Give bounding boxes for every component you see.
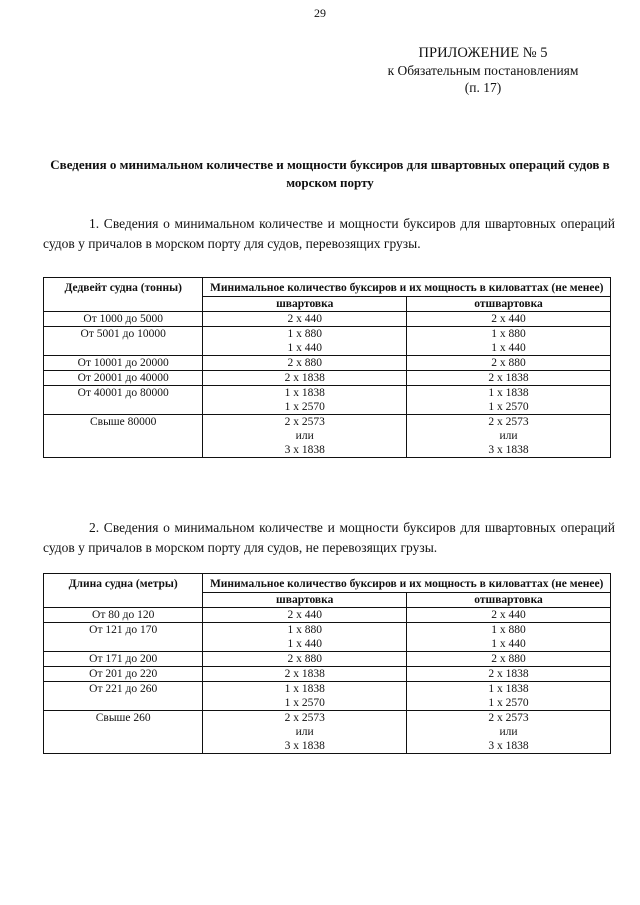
unmooring-cell bbox=[407, 711, 611, 754]
unmooring-value: 1 х 440 bbox=[491, 342, 526, 354]
unmooring-cell bbox=[407, 371, 611, 386]
mooring-value: 1 х 440 bbox=[287, 638, 322, 650]
unmooring-value: 1 х 440 bbox=[491, 638, 526, 650]
row-label: Свыше 80000 bbox=[44, 415, 203, 458]
table-row bbox=[44, 608, 611, 623]
cargo-ships-tug-table bbox=[43, 277, 611, 458]
unmooring-cell bbox=[407, 415, 611, 458]
mooring-value: 2 х 880 bbox=[287, 357, 322, 369]
unmooring-value: 3 х 1838 bbox=[488, 444, 529, 456]
page-number: 29 bbox=[314, 6, 326, 20]
mooring-cell bbox=[203, 652, 407, 667]
non-cargo-ships-tug-table bbox=[43, 573, 611, 754]
mooring-value: 2 х 440 bbox=[287, 609, 322, 621]
mooring-cell bbox=[203, 623, 407, 652]
mooring-cell bbox=[203, 682, 407, 711]
row-label: От 171 до 200 bbox=[44, 652, 203, 667]
mooring-value: или bbox=[295, 726, 314, 738]
mooring-cell bbox=[203, 386, 407, 415]
unmooring-value: 1 х 1838 bbox=[488, 683, 529, 695]
mooring-cell bbox=[203, 312, 407, 327]
table-row bbox=[44, 652, 611, 667]
unmooring-cell bbox=[407, 312, 611, 327]
mooring-value: 2 х 880 bbox=[287, 653, 322, 665]
mooring-value: 2 х 1838 bbox=[284, 668, 325, 680]
table-row bbox=[44, 415, 611, 458]
mooring-value: или bbox=[295, 430, 314, 442]
mooring-cell bbox=[203, 608, 407, 623]
unmooring-value: 2 х 1838 bbox=[488, 372, 529, 384]
table-row bbox=[44, 371, 611, 386]
mooring-cell bbox=[203, 356, 407, 371]
unmooring-value: 1 х 2570 bbox=[488, 401, 529, 413]
mooring-value: 1 х 2570 bbox=[284, 401, 325, 413]
row-label: От 5001 до 10000 bbox=[44, 327, 203, 356]
table-row bbox=[44, 667, 611, 682]
table-row bbox=[44, 623, 611, 652]
mooring-value: 2 х 1838 bbox=[284, 372, 325, 384]
table-body bbox=[44, 312, 611, 458]
section-2-paragraph: 2. Сведения о минимальном количестве и мощности буксиров для швартовных операций судов у причалов в морском порту для судов, не перевозящих грузы. bbox=[43, 520, 615, 555]
unmooring-value: или bbox=[499, 430, 518, 442]
appendix-clause: (п. 17) bbox=[464, 80, 502, 95]
column-group-header: Минимальное количество буксиров и их мощность в киловаттах (не менее) bbox=[203, 278, 611, 297]
column-header-mooring: швартовка bbox=[203, 297, 407, 312]
unmooring-value: 1 х 1838 bbox=[488, 387, 529, 399]
unmooring-cell bbox=[407, 356, 611, 371]
appendix-reference: к Обязательным постановлениям bbox=[387, 63, 579, 78]
unmooring-value: 1 х 880 bbox=[491, 328, 526, 340]
unmooring-cell bbox=[407, 608, 611, 623]
unmooring-cell bbox=[407, 386, 611, 415]
table-body bbox=[44, 608, 611, 754]
row-label: От 121 до 170 bbox=[44, 623, 203, 652]
mooring-value: 1 х 2570 bbox=[284, 697, 325, 709]
unmooring-value: 2 х 2573 bbox=[488, 712, 529, 724]
row-label: От 10001 до 20000 bbox=[44, 356, 203, 371]
table-row bbox=[44, 356, 611, 371]
mooring-value: 3 х 1838 bbox=[284, 740, 325, 752]
mooring-cell bbox=[203, 415, 407, 458]
mooring-value: 1 х 880 bbox=[287, 624, 322, 636]
row-label: От 80 до 120 bbox=[44, 608, 203, 623]
unmooring-value: 1 х 880 bbox=[491, 624, 526, 636]
column-header-mooring: швартовка bbox=[203, 593, 407, 608]
mooring-value: 2 х 2573 bbox=[284, 712, 325, 724]
unmooring-value: 3 х 1838 bbox=[488, 740, 529, 752]
mooring-cell bbox=[203, 667, 407, 682]
mooring-cell bbox=[203, 327, 407, 356]
document-title: Сведения о минимальном количестве и мощности буксиров для швартовных операций судов в морском порту bbox=[50, 157, 610, 190]
row-label: От 201 до 220 bbox=[44, 667, 203, 682]
unmooring-value: 2 х 1838 bbox=[488, 668, 529, 680]
unmooring-value: 2 х 440 bbox=[491, 609, 526, 621]
unmooring-cell bbox=[407, 682, 611, 711]
row-label: От 1000 до 5000 bbox=[44, 312, 203, 327]
table-row bbox=[44, 711, 611, 754]
unmooring-value: 2 х 2573 bbox=[488, 416, 529, 428]
row-label: Свыше 260 bbox=[44, 711, 203, 754]
unmooring-cell bbox=[407, 327, 611, 356]
unmooring-cell bbox=[407, 652, 611, 667]
appendix-header bbox=[368, 45, 598, 96]
table-row bbox=[44, 312, 611, 327]
mooring-value: 2 х 440 bbox=[287, 313, 322, 325]
mooring-value: 1 х 1838 bbox=[284, 683, 325, 695]
column-header-unmooring: отшвартовка bbox=[407, 297, 611, 312]
mooring-cell bbox=[203, 371, 407, 386]
section-1-paragraph: 1. Сведения о минимальном количестве и мощности буксиров для швартовных операций судов у причалов в морском порту для судов, перевозящих грузы. bbox=[43, 216, 615, 251]
mooring-value: 1 х 440 bbox=[287, 342, 322, 354]
unmooring-cell bbox=[407, 623, 611, 652]
unmooring-value: 1 х 2570 bbox=[488, 697, 529, 709]
unmooring-value: 2 х 880 bbox=[491, 357, 526, 369]
row-label: От 221 до 260 bbox=[44, 682, 203, 711]
column-header-unmooring: отшвартовка bbox=[407, 593, 611, 608]
table-row bbox=[44, 327, 611, 356]
mooring-value: 1 х 880 bbox=[287, 328, 322, 340]
unmooring-value: 2 х 880 bbox=[491, 653, 526, 665]
row-label: От 40001 до 80000 bbox=[44, 386, 203, 415]
unmooring-value: или bbox=[499, 726, 518, 738]
mooring-value: 1 х 1838 bbox=[284, 387, 325, 399]
table-row bbox=[44, 682, 611, 711]
appendix-title: ПРИЛОЖЕНИЕ № 5 bbox=[418, 45, 548, 61]
column-header-length: Длина судна (метры) bbox=[44, 574, 203, 608]
unmooring-cell bbox=[407, 667, 611, 682]
mooring-value: 3 х 1838 bbox=[284, 444, 325, 456]
table-row bbox=[44, 386, 611, 415]
column-header-deadweight: Дедвейт судна (тонны) bbox=[44, 278, 203, 312]
mooring-cell bbox=[203, 711, 407, 754]
mooring-value: 2 х 2573 bbox=[284, 416, 325, 428]
column-group-header: Минимальное количество буксиров и их мощность в киловаттах (не менее) bbox=[203, 574, 611, 593]
unmooring-value: 2 х 440 bbox=[491, 313, 526, 325]
row-label: От 20001 до 40000 bbox=[44, 371, 203, 386]
